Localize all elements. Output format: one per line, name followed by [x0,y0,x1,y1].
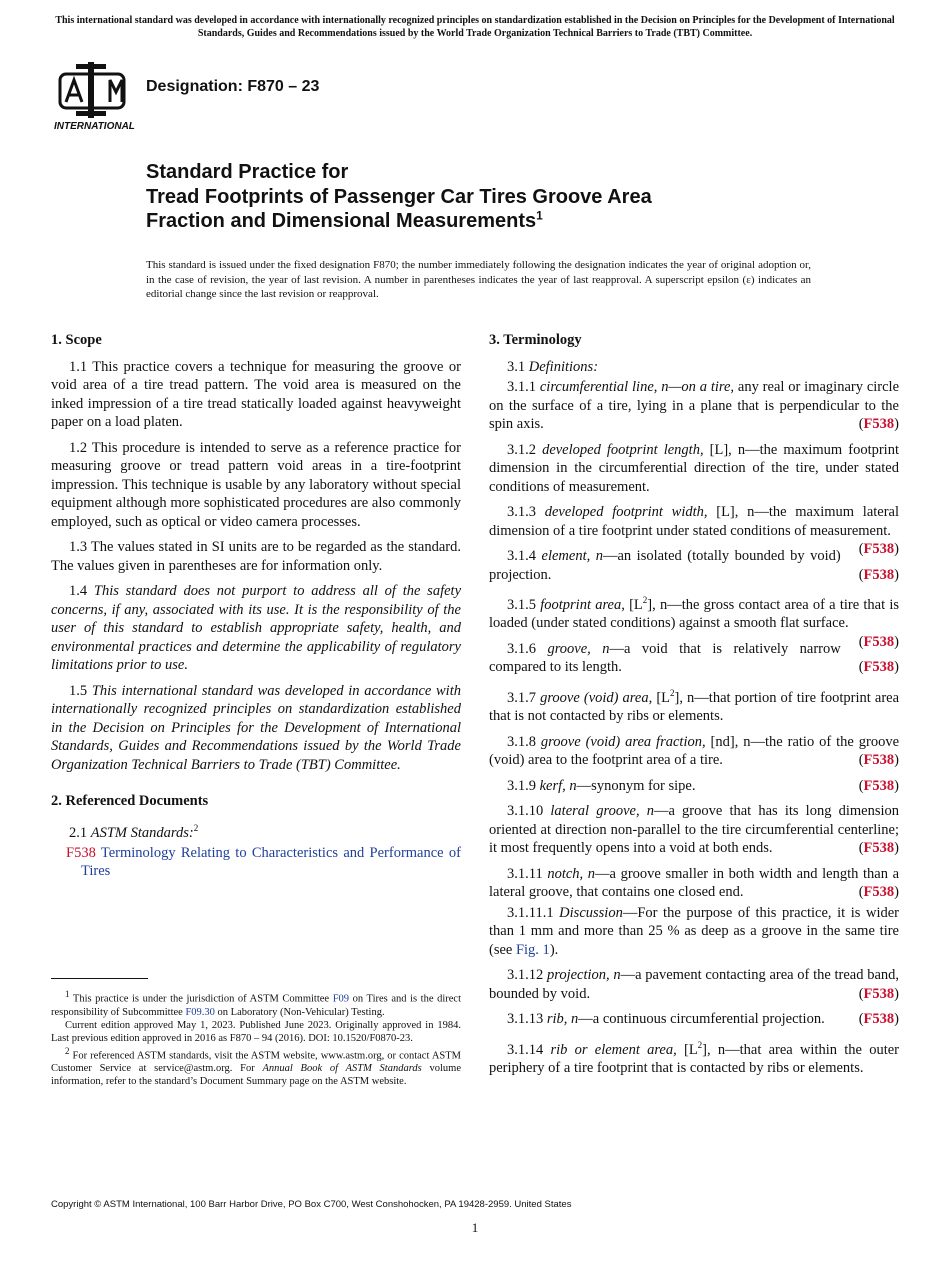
footnote-2 [51,1045,461,1089]
f538-link[interactable]: F538 [863,1011,895,1028]
term-num: 3.1.14 [507,1041,544,1058]
terminology-3-1 [489,358,899,377]
term-text-end: ). [549,941,559,958]
term-3-1-9 [489,777,899,796]
term-text: , n—the gross contact area of a tire that is loaded (under stated conditions) against a smooth flat surface. [489,596,899,632]
title-line-3-text: Fraction and Dimensional Measurements [146,210,537,232]
term-name: developed footprint width, [544,504,708,520]
term-cite[interactable]: (F538) [858,633,899,650]
referenced-2-1-label: ASTM Standards: [90,824,194,841]
term-num: 3.1.12 [507,967,544,984]
footnote-2-mark: 2 [65,1045,70,1056]
f538-link[interactable]: F538 [863,566,895,583]
astm-logo [52,56,136,132]
title-line-1: Standard Practice for [146,161,349,183]
term-cite[interactable]: (F538) [858,541,899,557]
footnote-1 [51,988,461,1019]
referenced-documents-heading: 2. Referenced Documents [51,793,209,809]
term-cite[interactable]: (F538) [858,416,899,432]
term-unit-sup: 2 [642,595,648,605]
term-3-1-11-1 [489,904,899,960]
footnote-rule [51,978,148,979]
term-name: element, n [541,548,603,564]
term-text: —a pavement contacting area of the tread band, bounded by void. [489,967,900,1002]
term-num: 3.1.4 [507,548,536,564]
term-text: , n—the maximum lateral dimension of a tire footprint under stated conditions of measurement. [489,504,900,539]
term-cite[interactable]: (F538) [858,752,899,769]
term-text: , n—that portion of tire footprint area that is not contacted by ribs or elements. [489,689,900,725]
scope-1-5-text: This international standard was developed in accordance with internationally recognized principles on standardization established in the Decision on Principles for the Development of International Standards, Guides and Recommendations issued by the World Trade Organization Technical Barriers to Trade (TBT) Committee. [51,682,461,773]
terminology-3-1-num: 3.1 [507,358,526,375]
page-number: 1 [471,1220,479,1235]
term-num: 3.1.6 [507,640,536,657]
title-line-3 [146,209,846,234]
term-unit-sup: 2 [697,1039,703,1050]
term-num: 3.1.11 [507,865,543,882]
term-name: projection, n [546,967,621,984]
scope-1-2: 1.2 This procedure is intended to serve as a reference practice for measuring groove or tread pattern void areas in a tire-footprint impression. This technique is usable by any laboratory without special equipment although more sophisticated procedures are also commonly employed, such as optical or video camera processes. [51,439,461,530]
term-text: —For the purpose of this practice, it is wider than 1 mm and more than 25 % as deep as a groove in the same tire (see [489,904,899,958]
term-text: , n—the maximum footprint dimension in the circumferential direction of the tire, under stated conditions of measurement. [489,441,899,495]
f538-link[interactable]: F538 [863,633,895,650]
term-text: —a continuous circumferential projection. [578,1011,825,1028]
term-num: 3.1.2 [507,441,536,458]
term-3-1-1 [489,378,899,434]
term-name: kerf, n [539,777,577,794]
term-cite[interactable]: (F538) [858,840,899,857]
right-column [489,331,899,1084]
terminology-heading: 3. Terminology [489,332,582,348]
term-3-1-6 [489,640,899,677]
footnote-2-text-b: volume information, refer to the standard’s Document Summary page on the ASTM website. [51,1063,462,1087]
footnote-1-text-c: on Laboratory (Non-Vehicular) Testing. [217,1006,385,1018]
term-text: , n—that area within the outer periphery of a tire footprint that is contacted by ribs or elements. [489,1041,899,1076]
footnote-1-mark: 1 [65,989,70,999]
referenced-doc-title-link[interactable]: Terminology Relating to Characteristics and Performance of Tires [81,844,461,880]
logo-bottom-text: INTERNATIONAL [54,121,135,132]
term-name: circumferential line, n—on a tire, [539,379,735,395]
title-footnote-mark: 1 [536,208,543,223]
footnote-1-text-a: This practice is under the jurisdiction of ASTM Committee [72,993,330,1005]
term-text: —an isolated (totally bounded by void) projection. [489,548,841,583]
referenced-2-1-footnote-mark: 2 [193,822,199,833]
scope-heading: 1. Scope [51,332,102,348]
term-text: any real or imaginary circle on the surface of a tire, lying in a plane that is perpendicular to the spin axis. [489,379,900,432]
subcommittee-f09-30-link[interactable]: F09.30 [185,1006,215,1018]
left-column [51,331,461,888]
term-text: —a groove that has its long dimension oriented at direction non-parallel to the tire circumferential centerline; it most frequently opens into a void at both ends. [489,803,900,857]
astm-logo-mark [60,62,124,118]
referenced-doc-f538 [51,844,461,881]
term-3-1-11 [489,865,899,902]
term-name: developed footprint length, [542,441,704,458]
term-unit-end: ] [647,596,653,613]
jurisdiction-notice: This international standard was developed in accordance with internationally recognized principles on standardization established in the Decision on Principles for the Development of International Standards, Guides and Recommendations issued by the World Trade Organization Technical Barriers to Trade (TBT) Committee. [55,15,895,39]
f538-link[interactable]: F538 [863,985,895,1002]
f538-link[interactable]: F538 [863,884,895,901]
term-text: —a groove smaller in both width and length than a lateral groove, that contains one closed end. [489,865,900,901]
term-cite[interactable]: (F538) [858,659,899,676]
term-name: rib, n [546,1011,579,1028]
term-unit: [L [683,1041,698,1058]
term-3-1-8 [489,733,899,770]
footnotes [51,988,461,1088]
term-unit: [L] [709,441,729,458]
term-num: 3.1.9 [507,777,536,794]
term-num: 3.1.11.1 [507,904,554,921]
scope-1-5-num: 1.5 [69,682,88,699]
term-name: footprint area, [540,596,625,613]
f538-link[interactable]: F538 [863,840,895,857]
preamble: This standard is issued under the fixed designation F870; the number immediately following the designation indicates the year of original adoption or, in the case of revision, the year of last revision. A number in parentheses indicates the year of last reapproval. A superscript epsilon (ε) indicates an editorial change since the last revision or reapproval. [146,259,811,300]
f538-link[interactable]: F538 [863,752,895,769]
term-cite[interactable]: (F538) [858,777,899,794]
committee-f09-link[interactable]: F09 [332,993,350,1005]
scope-1-4-text: This standard does not purport to address all of the safety concerns, if any, associated with its use. It is the responsibility of the user of this standard to establish appropriate safety, health, and environmental practices and determine the applicability of regulatory limitations prior to use. [51,583,462,673]
term-unit: [nd] [710,733,735,750]
term-3-1-13 [489,1010,899,1029]
scope-1-1: 1.1 This practice covers a technique for measuring the groove or void area of a tire tread pattern. The void area is measured on the inked impression of a tire tread statically loaded against heavyweight paper on a load platen. [51,358,461,430]
term-name: notch, n [547,865,596,882]
footnote-1-edition: Current edition approved May 1, 2023. Published June 2023. Originally approved in 1984. Last previous edition approved in 2016 as F870 – 94 (2016). DOI: 10.1520/F0870-23. [51,1019,461,1044]
term-unit: [L [629,596,643,613]
scope-1-4-num: 1.4 [69,583,88,599]
term-3-1-12 [489,966,899,1003]
terminology-3-1-label: Definitions: [528,358,599,375]
term-3-1-14 [489,1036,899,1078]
term-num: 3.1.1 [507,379,536,395]
term-cite[interactable]: (F538) [858,884,899,901]
footnote-1-text-b: on Tires and is the direct responsibility of Subcommittee [51,993,461,1018]
term-unit: [L] [716,504,735,520]
scope-1-4 [51,582,461,675]
term-3-1-7 [489,684,899,726]
term-unit: [L [656,689,670,706]
copyright-line: Copyright © ASTM International, 100 Barr Harbor Drive, PO Box C700, West Conshohocken, PA 19428-2959. United States [51,1199,572,1210]
term-unit-end: ] [702,1041,708,1058]
f538-link[interactable]: F538 [863,659,895,676]
scope-1-3: 1.3 The values stated in SI units are to be regarded as the standard. The values given in parentheses are for information only. [51,539,461,574]
term-num: 3.1.13 [507,1011,544,1028]
referenced-2-1-num: 2.1 [69,824,88,841]
term-num: 3.1.8 [507,733,536,750]
f538-link[interactable]: F538 [863,777,895,794]
term-text: —a void that is relatively narrow compared to its length. [489,640,841,676]
term-num: 3.1.3 [507,504,536,520]
scope-1-5 [51,682,461,775]
f538-link[interactable]: F538 [863,541,895,557]
term-unit-sup: 2 [670,687,675,698]
footnote-2-italic: Annual Book of ASTM Standards [262,1063,422,1074]
term-3-1-10 [489,802,899,858]
term-3-1-2 [489,441,899,497]
term-name: groove (void) area fraction, [540,733,706,750]
referenced-doc-code-link[interactable]: F538 [66,844,96,861]
footnote-2-text-a: For referenced ASTM standards, visit the ASTM website, www.astm.org, or contact ASTM Customer Service at service@astm.org. For [51,1050,461,1074]
designation: Designation: F870 – 23 [146,78,320,95]
document-title [146,160,846,234]
term-3-1-4 [489,547,899,584]
term-cite[interactable]: (F538) [858,1011,899,1028]
fig-1-link[interactable]: Fig. 1 [515,941,550,958]
term-num: 3.1.7 [507,689,536,706]
term-text: —synonym for sipe. [576,777,696,794]
term-name: lateral groove, n [550,803,654,820]
term-num: 3.1.5 [507,596,536,613]
title-line-2: Tread Footprints of Passenger Car Tires Groove Area [146,185,652,208]
term-unit-end: ] [674,689,680,706]
term-name: groove (void) area, [540,689,653,706]
term-name: rib or element area, [550,1041,677,1058]
term-name: Discussion [559,904,623,921]
referenced-2-1 [51,819,461,842]
term-name: groove, n [547,640,610,657]
f538-link[interactable]: F538 [863,416,895,432]
term-cite[interactable]: (F538) [858,566,899,583]
term-text: , n—the ratio of the groove (void) area to the footprint area of a tire. [489,733,900,769]
term-cite[interactable]: (F538) [858,985,899,1002]
term-num: 3.1.10 [507,803,544,820]
